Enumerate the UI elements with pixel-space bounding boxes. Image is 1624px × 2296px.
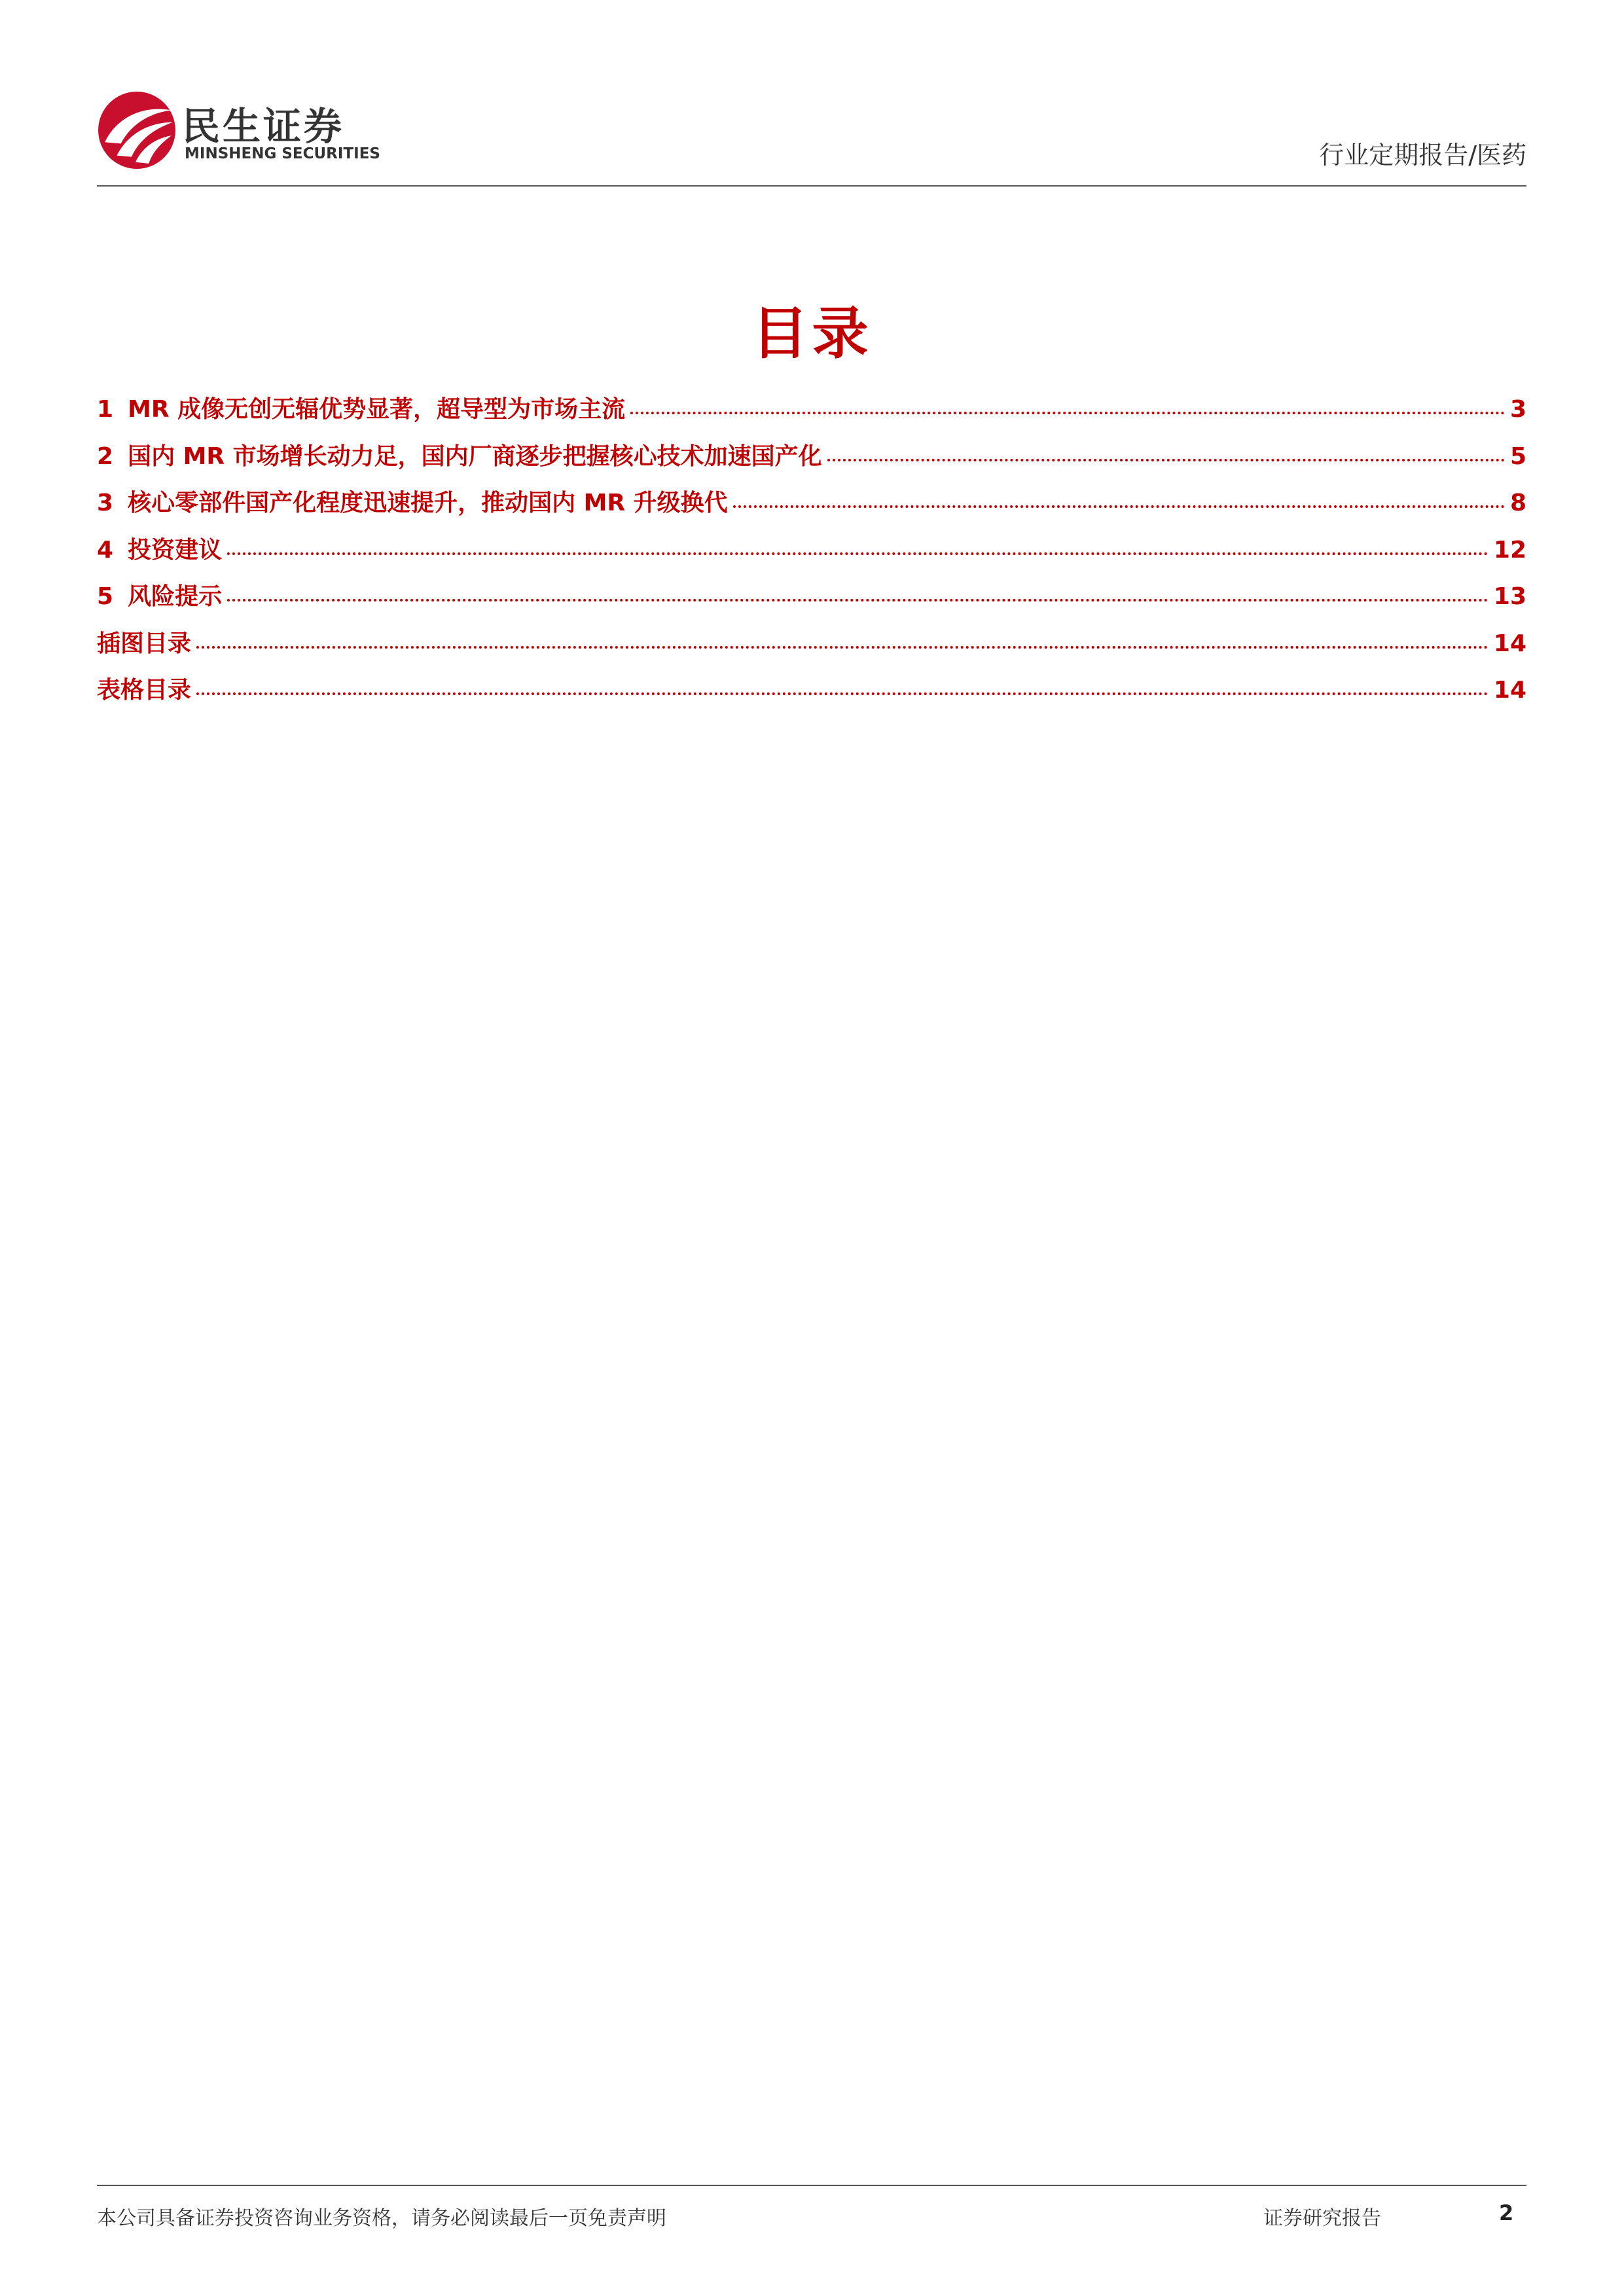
toc-entry-figures[interactable] <box>97 620 1526 668</box>
toc-entry-number: 1 <box>97 396 114 423</box>
toc-entry-page: 8 <box>1509 490 1526 516</box>
toc-entry-page: 5 <box>1509 442 1526 470</box>
minsheng-logo-icon <box>97 90 177 170</box>
toc-entry-number: 4 <box>97 536 114 564</box>
toc-entry-text: 国内 MR 市场增长动力足，国内厂商逐步把握核心技术加速国产化 <box>128 442 822 470</box>
toc-dot-leader <box>827 459 1505 461</box>
toc-entry-number: 3 <box>97 490 114 516</box>
footer-divider <box>97 2185 1526 2186</box>
toc-entry-page: 14 <box>1493 677 1526 704</box>
toc-entry-page: 3 <box>1509 396 1526 423</box>
toc-entry-5[interactable] <box>97 573 1526 620</box>
toc-entry-4[interactable] <box>97 527 1526 574</box>
toc-title: 目录 <box>751 301 873 367</box>
toc-entry-1[interactable] <box>97 386 1526 433</box>
toc-dot-leader <box>196 692 1489 695</box>
footer-doc-type: 证券研究报告 <box>1263 2207 1381 2230</box>
toc-entry-text: 表格目录 <box>97 677 192 704</box>
toc-entry-page: 14 <box>1493 630 1526 657</box>
toc-dot-leader <box>733 505 1505 508</box>
toc-entry-text: 风险提示 <box>128 583 223 610</box>
toc-dot-leader <box>227 552 1489 555</box>
toc-entry-3[interactable] <box>97 480 1526 527</box>
toc-entry-number: 5 <box>97 583 114 610</box>
toc-entry-text: 插图目录 <box>97 630 192 657</box>
toc-entry-number: 2 <box>97 442 114 470</box>
minsheng-logo <box>97 85 405 177</box>
toc-entry-text: MR 成像无创无辐优势显著，超导型为市场主流 <box>128 396 626 423</box>
footer-disclaimer: 本公司具备证券投资咨询业务资格，请务必阅读最后一页免责声明 <box>97 2207 666 2230</box>
page-number: 2 <box>1499 2200 1514 2225</box>
logo-english-name: MINSHENG SECURITIES <box>185 145 380 162</box>
toc-list <box>97 386 1526 714</box>
toc-dot-leader <box>630 412 1505 414</box>
report-type-label: 行业定期报告/医药 <box>1319 141 1526 170</box>
toc-entry-text: 投资建议 <box>128 536 223 564</box>
page-header <box>97 85 1526 187</box>
toc-entry-text: 核心零部件国产化程度迅速提升，推动国内 MR 升级换代 <box>128 490 728 516</box>
toc-entry-2[interactable] <box>97 433 1526 480</box>
toc-dot-leader <box>227 599 1489 601</box>
toc-entry-tables[interactable] <box>97 667 1526 714</box>
toc-entry-page: 13 <box>1493 583 1526 610</box>
header-divider <box>97 185 1526 187</box>
toc-entry-page: 12 <box>1493 536 1526 564</box>
toc-dot-leader <box>196 646 1489 649</box>
logo-chinese-name: 民生证券 <box>182 104 345 149</box>
